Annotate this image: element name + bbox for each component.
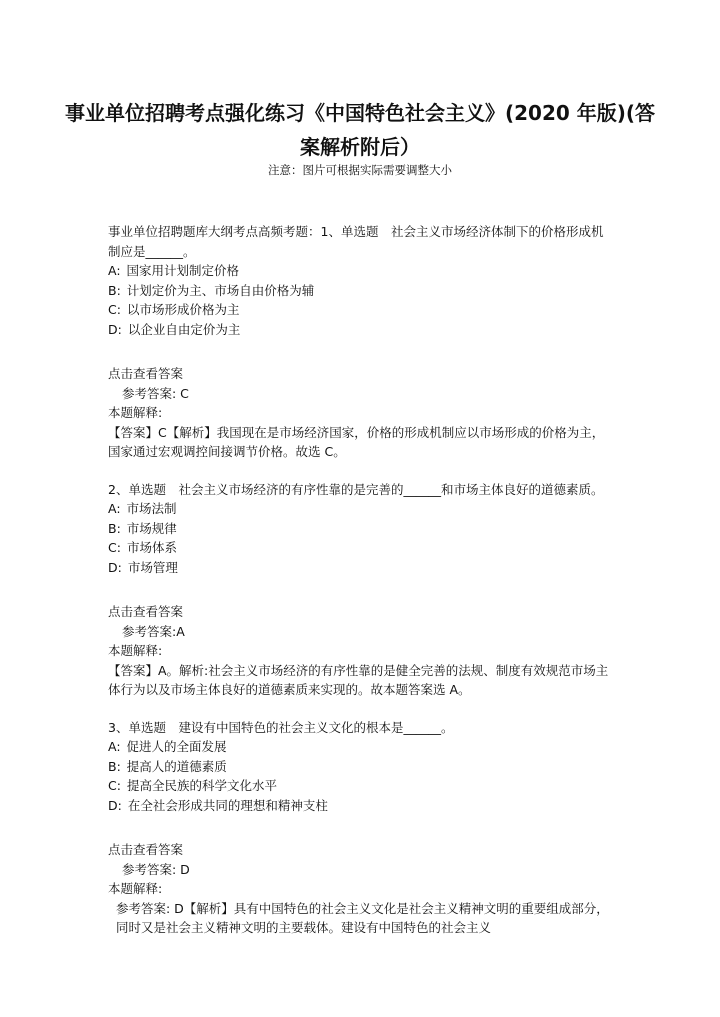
option-a[interactable] <box>108 499 612 519</box>
question-3 <box>108 718 612 816</box>
option-a[interactable] <box>108 261 612 281</box>
question-stem: 2、单选题 社会主义市场经济的有序性靠的是完善的______和市场主体良好的道德素质。 <box>108 481 604 497</box>
page-note: 注意：图片可根据实际需要调整大小 <box>268 163 452 177</box>
option-letter: C: <box>108 302 121 317</box>
option-letter: B: <box>108 758 121 774</box>
reference-answer: 参考答案: C <box>122 385 189 401</box>
answer-block-3 <box>108 840 612 938</box>
option-d[interactable] <box>108 796 612 816</box>
option-letter: A: <box>108 739 121 754</box>
view-answer-link[interactable]: 点击查看答案 <box>108 604 184 619</box>
option-letter: B: <box>108 520 121 536</box>
answer-block-1 <box>108 364 612 462</box>
option-text: 计划定价为主、市场自由价格为辅 <box>126 282 315 298</box>
view-answer-link[interactable]: 点击查看答案 <box>108 366 184 381</box>
explanation-text: 【答案】A。解析:社会主义市场经济的有序性靠的是健全完善的法规、制度有效规范市场主体行为以及市场主体良好的道德素质来实现的。故本题答案选 A。 <box>108 662 609 697</box>
option-c[interactable] <box>108 776 612 796</box>
explanation-text: 参考答案: D【解析】具有中国特色的社会主义文化是社会主义精神文明的重要组成部分，同时又是社会主义精神文明的主要载体。建设有中国特色的社会主义 <box>116 900 609 935</box>
option-b[interactable] <box>108 519 612 539</box>
option-text: 在全社会形成共同的理想和精神支柱 <box>127 797 328 813</box>
option-c[interactable] <box>108 300 612 320</box>
option-d[interactable] <box>108 558 612 578</box>
question-list <box>108 222 612 956</box>
option-letter: D: <box>108 797 122 813</box>
option-letter: A: <box>108 263 121 278</box>
explanation-label: 本题解释: <box>108 881 163 896</box>
option-text: 以企业自由定价为主 <box>127 321 241 337</box>
option-text: 提高人的道德素质 <box>126 758 227 774</box>
option-text: 市场体系 <box>126 540 177 555</box>
option-text: 市场法制 <box>126 501 177 516</box>
explanation-label: 本题解释: <box>108 405 163 420</box>
option-text: 市场规律 <box>126 520 177 536</box>
reference-answer: 参考答案:A <box>122 623 185 639</box>
option-a[interactable] <box>108 737 612 757</box>
question-stem: 3、单选题 建设有中国特色的社会主义文化的根本是______。 <box>108 719 454 735</box>
view-answer-link[interactable]: 点击查看答案 <box>108 842 184 857</box>
option-letter: D: <box>108 321 122 337</box>
option-b[interactable] <box>108 757 612 777</box>
explanation-text: 【答案】C【解析】我国现在是市场经济国家，价格的形成机制应以市场形成的价格为主，国家通过宏观调控间接调节价格。故选 C。 <box>108 424 605 459</box>
option-letter: C: <box>108 540 121 555</box>
option-letter: D: <box>108 559 122 575</box>
explanation-label: 本题解释: <box>108 643 163 658</box>
option-text: 市场管理 <box>127 559 178 575</box>
answer-block-2 <box>108 602 612 700</box>
page-title: 事业单位招聘考点强化练习《中国特色社会主义》(2020 年版)(答案解析附后） <box>64 101 656 159</box>
reference-answer: 参考答案: D <box>122 861 190 877</box>
option-letter: A: <box>108 501 121 516</box>
option-text: 以市场形成价格为主 <box>126 302 240 317</box>
question-1 <box>108 222 612 339</box>
question-stem: 事业单位招聘题库大纲考点高频考题：1、单选题 社会主义市场经济体制下的价格形成机制应是______。 <box>108 224 604 259</box>
option-text: 国家用计划制定价格 <box>126 263 240 278</box>
option-b[interactable] <box>108 281 612 301</box>
option-d[interactable] <box>108 320 612 340</box>
question-2 <box>108 480 612 578</box>
option-text: 提高全民族的科学文化水平 <box>126 778 277 793</box>
option-letter: C: <box>108 778 121 793</box>
option-text: 促进人的全面发展 <box>126 739 227 754</box>
option-letter: B: <box>108 282 121 298</box>
option-c[interactable] <box>108 538 612 558</box>
